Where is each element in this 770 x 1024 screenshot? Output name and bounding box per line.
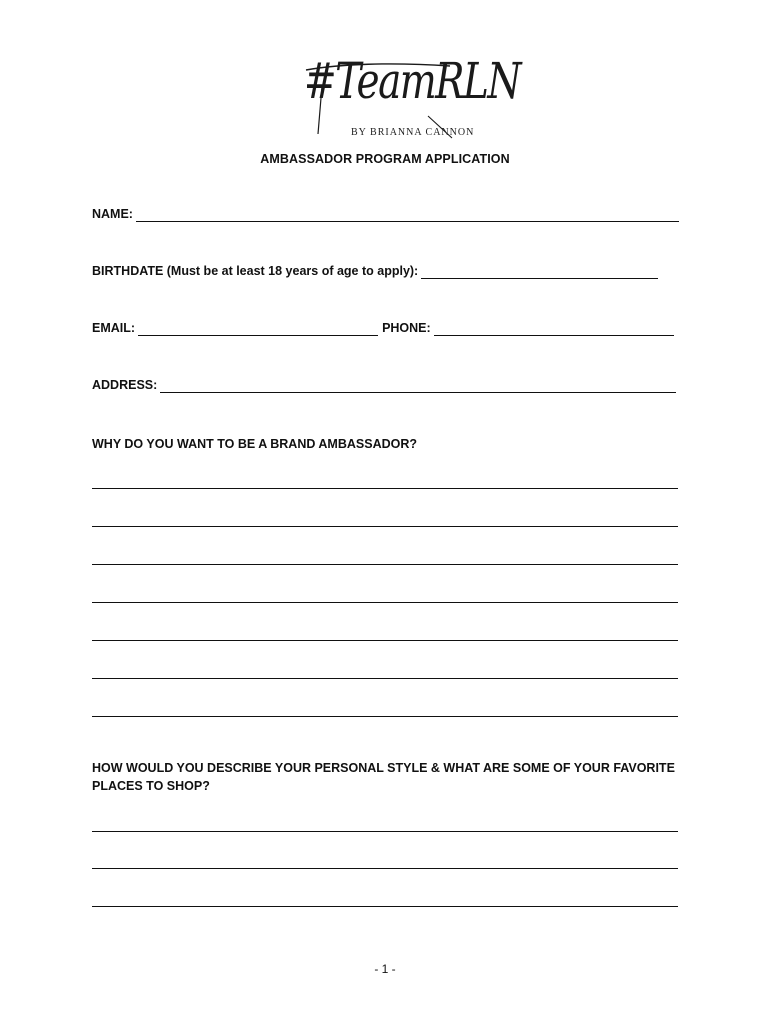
phone-input-line[interactable] (434, 323, 674, 336)
email-phone-field (92, 321, 674, 336)
answer-line[interactable] (92, 602, 678, 603)
name-input-line[interactable] (136, 209, 679, 222)
answer-line[interactable] (92, 716, 678, 717)
answer-line[interactable] (92, 868, 678, 869)
form-title: AMBASSADOR PROGRAM APPLICATION (260, 152, 510, 166)
name-label: NAME: (92, 207, 133, 221)
phone-label: PHONE: (382, 321, 431, 335)
email-input-line[interactable] (138, 323, 378, 336)
address-field (92, 378, 676, 393)
logo-script-text: #TeamRLN (304, 52, 520, 110)
answer-line[interactable] (92, 488, 678, 489)
answer-line[interactable] (92, 640, 678, 641)
team-rln-logo (300, 52, 520, 146)
logo-subtitle: BY BRIANNA CANNON (351, 127, 475, 138)
address-label: ADDRESS: (92, 378, 158, 392)
email-label: EMAIL: (92, 321, 136, 335)
answer-line[interactable] (92, 564, 678, 565)
answer-line[interactable] (92, 526, 678, 527)
answer-line[interactable] (92, 678, 678, 679)
question-personal-style: HOW WOULD YOU DESCRIBE YOUR PERSONAL STYLE & WHAT ARE SOME OF YOUR FAVORITE PLACES TO SHOP? (92, 761, 675, 793)
name-field (92, 207, 679, 222)
birthdate-label: BIRTHDATE (Must be at least 18 years of age to apply): (92, 264, 419, 278)
page-number: - 1 - (374, 962, 396, 976)
answer-line[interactable] (92, 831, 678, 832)
question-why-ambassador: WHY DO YOU WANT TO BE A BRAND AMBASSADOR? (92, 437, 418, 451)
birthdate-field (92, 264, 658, 279)
address-input-line[interactable] (160, 380, 676, 393)
answer-line[interactable] (92, 906, 678, 907)
birthdate-input-line[interactable] (421, 266, 658, 279)
